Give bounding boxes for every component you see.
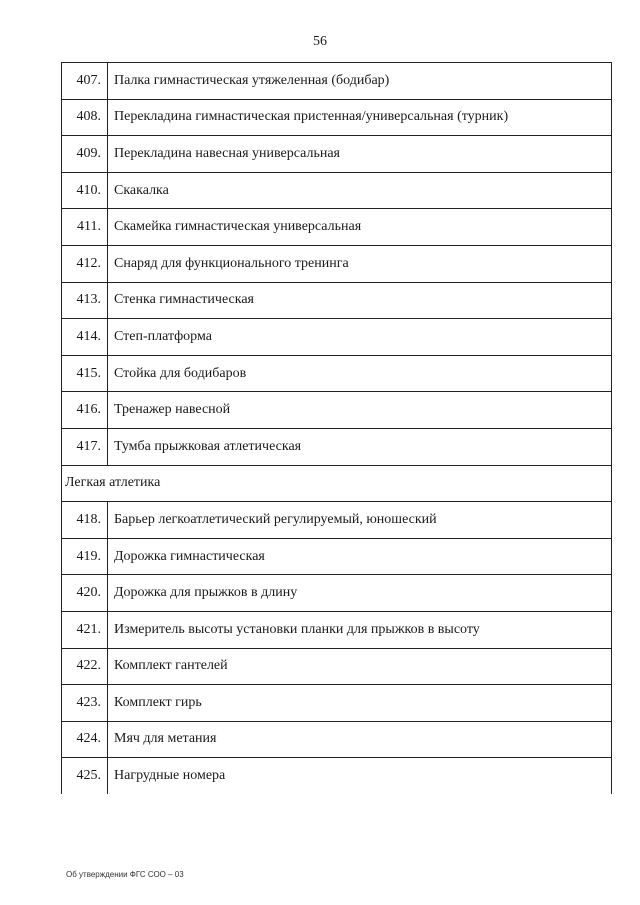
table-row: [62, 245, 612, 282]
row-number: 425.: [62, 758, 108, 795]
row-item-name: Перекладина гимнастическая пристенная/универсальная (турник): [108, 99, 612, 136]
row-number: 420.: [62, 575, 108, 612]
row-item-name: Скамейка гимнастическая универсальная: [108, 209, 612, 246]
table-row: [62, 319, 612, 356]
table-row: [62, 282, 612, 319]
row-item-name: Нагрудные номера: [108, 758, 612, 795]
row-number: 407.: [62, 63, 108, 100]
row-number: 410.: [62, 172, 108, 209]
table-row: [62, 99, 612, 136]
table-row: [62, 721, 612, 758]
row-item-name: Мяч для метания: [108, 721, 612, 758]
section-heading: Легкая атлетика: [62, 465, 612, 502]
row-item-name: Тумба прыжковая атлетическая: [108, 428, 612, 465]
table-row: [62, 172, 612, 209]
row-number: 417.: [62, 428, 108, 465]
table-row: [62, 502, 612, 539]
row-item-name: Дорожка гимнастическая: [108, 538, 612, 575]
row-item-name: Барьер легкоатлетический регулируемый, юношеский: [108, 502, 612, 539]
row-number: 422.: [62, 648, 108, 685]
row-number: 412.: [62, 245, 108, 282]
table-row: [62, 575, 612, 612]
table-row: [62, 685, 612, 722]
row-number: 416.: [62, 392, 108, 429]
row-number: 408.: [62, 99, 108, 136]
table-row: [62, 611, 612, 648]
row-number: 423.: [62, 685, 108, 722]
row-item-name: Скакалка: [108, 172, 612, 209]
row-item-name: Комплект гирь: [108, 685, 612, 722]
page-footer: Об утверждении ФГС СОО – 03: [66, 870, 184, 879]
row-item-name: Перекладина навесная универсальная: [108, 136, 612, 173]
table-row: [62, 428, 612, 465]
row-number: 424.: [62, 721, 108, 758]
table-row: [62, 392, 612, 429]
row-item-name: Стойка для бодибаров: [108, 355, 612, 392]
row-number: 415.: [62, 355, 108, 392]
row-item-name: Снаряд для функционального тренинга: [108, 245, 612, 282]
row-number: 409.: [62, 136, 108, 173]
table-row: [62, 648, 612, 685]
row-item-name: Стенка гимнастическая: [108, 282, 612, 319]
row-item-name: Палка гимнастическая утяжеленная (бодибар): [108, 63, 612, 100]
section-row: [62, 465, 612, 502]
row-number: 419.: [62, 538, 108, 575]
equipment-table: [61, 62, 612, 794]
page-number: 56: [313, 34, 327, 49]
row-number: 418.: [62, 502, 108, 539]
row-item-name: Измеритель высоты установки планки для прыжков в высоту: [108, 611, 612, 648]
row-number: 421.: [62, 611, 108, 648]
row-item-name: Комплект гантелей: [108, 648, 612, 685]
row-number: 411.: [62, 209, 108, 246]
table-row: [62, 209, 612, 246]
table-row: [62, 355, 612, 392]
table-row: [62, 758, 612, 795]
table-row: [62, 538, 612, 575]
table-row: [62, 136, 612, 173]
table-row: [62, 63, 612, 100]
row-number: 414.: [62, 319, 108, 356]
row-item-name: Степ-платформа: [108, 319, 612, 356]
row-item-name: Дорожка для прыжков в длину: [108, 575, 612, 612]
row-item-name: Тренажер навесной: [108, 392, 612, 429]
row-number: 413.: [62, 282, 108, 319]
